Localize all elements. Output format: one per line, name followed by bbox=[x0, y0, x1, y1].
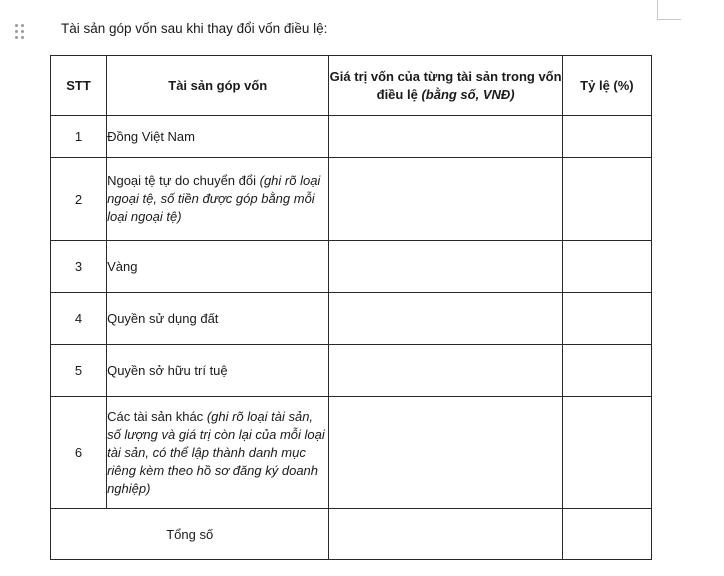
row-value-cell[interactable] bbox=[329, 241, 562, 293]
row-asset bbox=[107, 345, 329, 397]
row-stt: 2 bbox=[51, 158, 107, 241]
row-asset-note: (ghi rõ loại tài sản, số lượng và giá trị còn lại của mỗi loại tài sản, có thể lập thành danh mục riêng kèm theo hồ sơ đăng ký doanh nghiệp) bbox=[107, 408, 325, 496]
total-value-cell[interactable] bbox=[329, 509, 562, 560]
table-total-row bbox=[51, 509, 652, 560]
row-value-cell[interactable] bbox=[329, 116, 562, 158]
row-asset-name: Quyền sử dụng đất bbox=[107, 310, 219, 326]
row-asset bbox=[107, 293, 329, 345]
row-ratio-cell[interactable] bbox=[562, 397, 651, 509]
page-corner-mark bbox=[657, 0, 681, 20]
row-asset bbox=[107, 158, 329, 241]
row-asset bbox=[107, 397, 329, 509]
row-ratio-cell[interactable] bbox=[562, 293, 651, 345]
row-asset-name: Vàng bbox=[107, 258, 138, 274]
header-value bbox=[329, 56, 562, 116]
total-label: Tổng số bbox=[51, 509, 329, 560]
row-asset-name: Đồng Việt Nam bbox=[107, 128, 195, 144]
table-row bbox=[51, 158, 652, 241]
row-stt: 6 bbox=[51, 397, 107, 509]
row-value-cell[interactable] bbox=[329, 293, 562, 345]
table-row bbox=[51, 293, 652, 345]
row-ratio-cell[interactable] bbox=[562, 345, 651, 397]
header-asset: Tài sản góp vốn bbox=[107, 56, 329, 116]
header-value-main: Giá trị vốn của từng tài sản trong vốn điều lệ bbox=[329, 68, 562, 102]
row-value-cell[interactable] bbox=[329, 158, 562, 241]
table-row bbox=[51, 241, 652, 293]
row-stt: 5 bbox=[51, 345, 107, 397]
row-ratio-cell[interactable] bbox=[562, 241, 651, 293]
table-row bbox=[51, 345, 652, 397]
section-heading: Tài sản góp vốn sau khi thay đổi vốn điều lệ: bbox=[61, 21, 328, 36]
table-row bbox=[51, 116, 652, 158]
row-stt: 1 bbox=[51, 116, 107, 158]
capital-contribution-table bbox=[50, 55, 652, 560]
row-value-cell[interactable] bbox=[329, 345, 562, 397]
row-asset-name: Quyền sở hữu trí tuệ bbox=[107, 362, 228, 378]
header-ratio: Tỷ lệ (%) bbox=[562, 56, 651, 116]
row-ratio-cell[interactable] bbox=[562, 158, 651, 241]
row-stt: 3 bbox=[51, 241, 107, 293]
total-ratio-cell[interactable] bbox=[562, 509, 651, 560]
table-row bbox=[51, 397, 652, 509]
row-asset-name: Các tài sản khác bbox=[107, 408, 204, 424]
row-value-cell[interactable] bbox=[329, 397, 562, 509]
row-stt: 4 bbox=[51, 293, 107, 345]
header-stt: STT bbox=[51, 56, 107, 116]
header-value-note: (bằng số, VNĐ) bbox=[421, 86, 515, 102]
table-header-row bbox=[51, 56, 652, 116]
row-asset bbox=[107, 116, 329, 158]
block-drag-handle-icon[interactable] bbox=[15, 24, 25, 40]
row-asset bbox=[107, 241, 329, 293]
row-ratio-cell[interactable] bbox=[562, 116, 651, 158]
row-asset-name: Ngoại tệ tự do chuyển đổi bbox=[107, 173, 256, 188]
row-asset-note: (ghi rõ loại ngoại tệ, số tiền được góp bằng mỗi loại ngoại tệ) bbox=[107, 173, 321, 224]
